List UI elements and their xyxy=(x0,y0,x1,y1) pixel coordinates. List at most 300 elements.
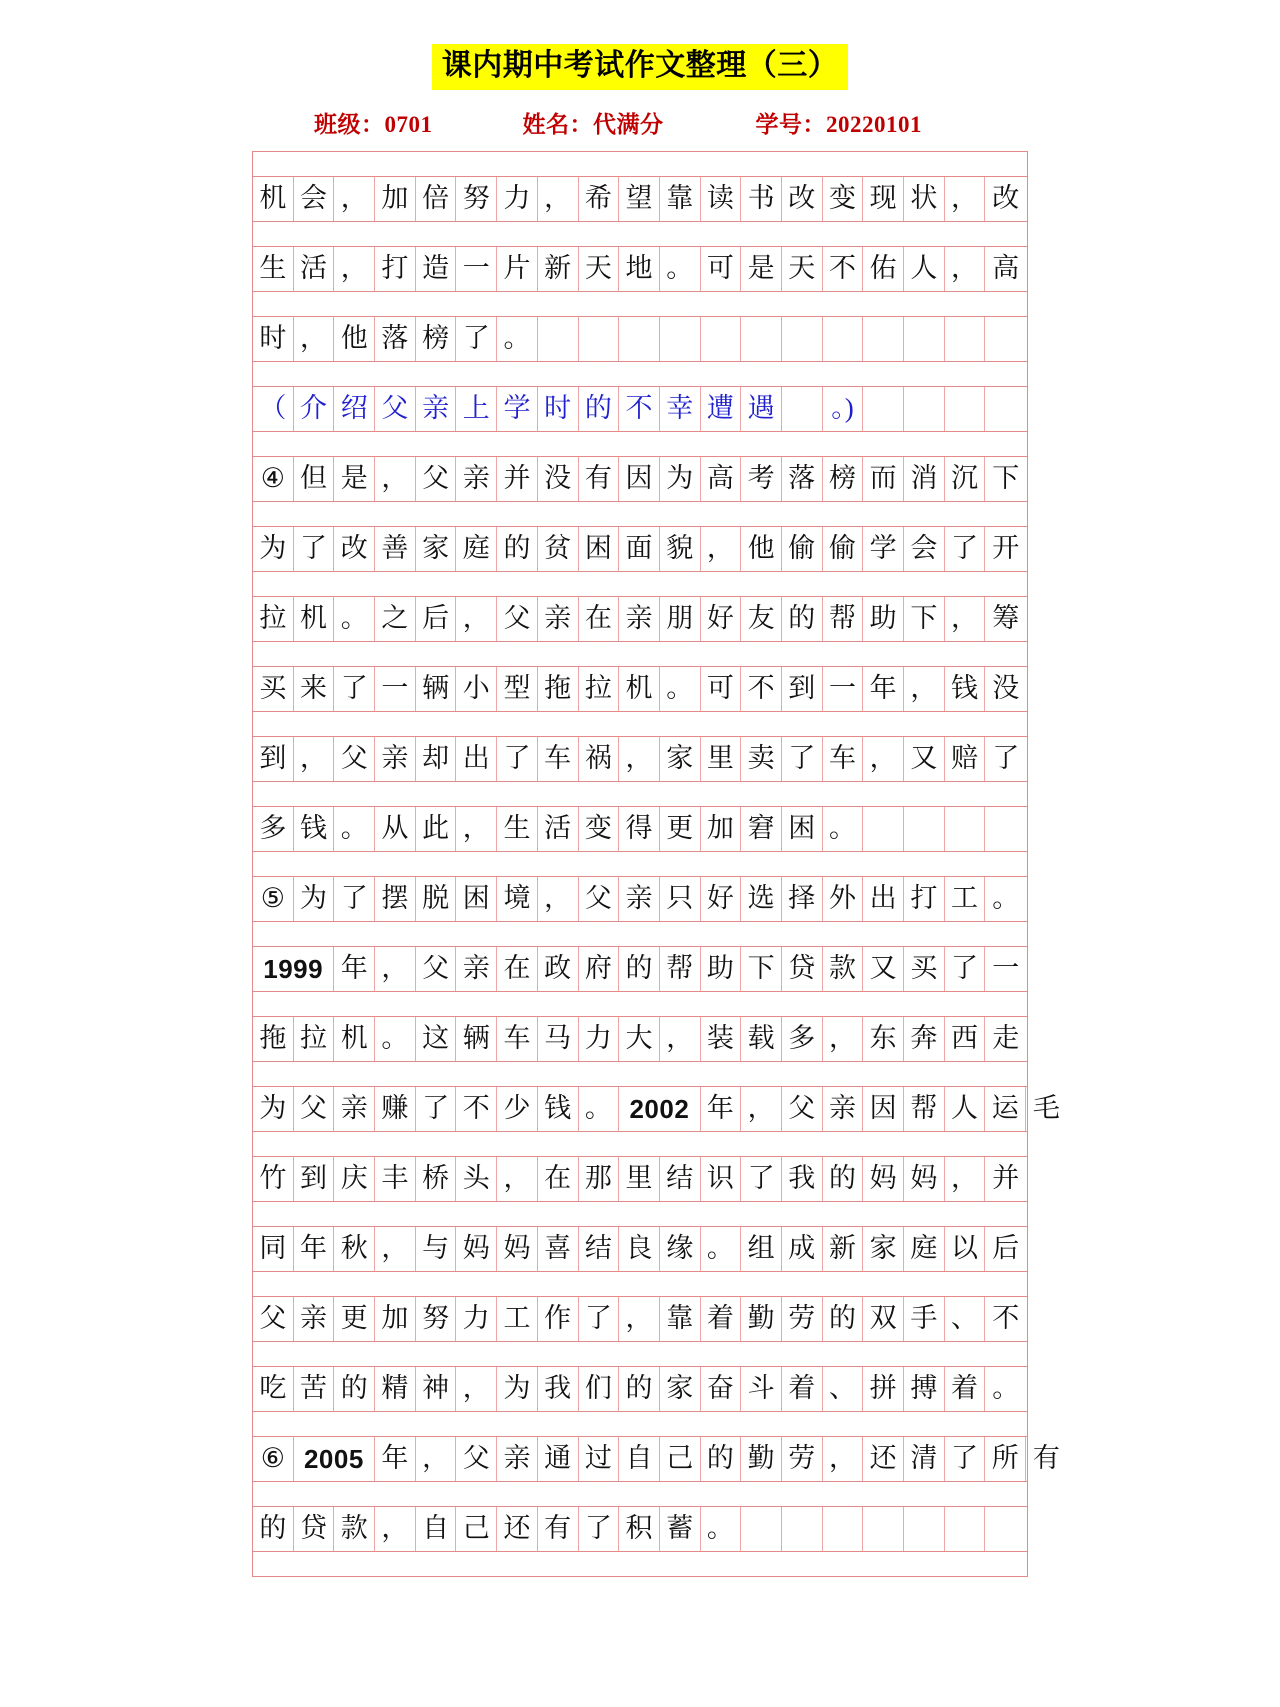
grid-cell[interactable]: 绍 xyxy=(334,387,375,431)
grid-cell[interactable]: 妈 xyxy=(456,1227,497,1271)
grid-cell[interactable]: 了 xyxy=(741,1157,782,1201)
grid-cell[interactable]: 款 xyxy=(823,947,864,991)
grid-cell[interactable]: 筹 xyxy=(992,603,1020,634)
grid-cell[interactable]: 拖 xyxy=(538,667,579,711)
grid-cell[interactable]: 车 xyxy=(538,737,579,781)
grid-cell-year[interactable]: 2005 xyxy=(294,1437,375,1481)
grid-cell[interactable]: 家 xyxy=(863,1227,904,1271)
grid-cell[interactable]: 帮 xyxy=(823,597,864,641)
grid-cell[interactable]: 高 xyxy=(992,253,1020,284)
grid-cell[interactable]: 奔 xyxy=(904,1017,945,1061)
grid-cell[interactable]: 机 xyxy=(294,597,335,641)
grid-cell[interactable]: 小 xyxy=(456,667,497,711)
grid-cell[interactable]: 可 xyxy=(701,667,742,711)
grid-cell[interactable]: 还 xyxy=(497,1507,538,1551)
grid-cell[interactable]: ， xyxy=(538,177,579,221)
grid-cell[interactable]: 亲 xyxy=(823,1087,864,1131)
grid-cell[interactable]: 现 xyxy=(863,177,904,221)
grid-cell[interactable]: 为 xyxy=(660,457,701,501)
grid-cell[interactable]: ， xyxy=(294,737,335,781)
grid-cell[interactable]: 拉 xyxy=(579,667,620,711)
grid-cell[interactable]: 型 xyxy=(497,667,538,711)
grid-cell[interactable]: 上 xyxy=(456,387,497,431)
grid-cell[interactable]: 望 xyxy=(619,177,660,221)
grid-cell[interactable]: 天 xyxy=(782,247,823,291)
grid-cell[interactable]: 我 xyxy=(782,1157,823,1201)
grid-cell[interactable]: 以 xyxy=(945,1227,986,1271)
grid-cell[interactable]: 精 xyxy=(375,1367,416,1411)
grid-cell[interactable]: 赚 xyxy=(375,1087,416,1131)
grid-cell[interactable]: 片 xyxy=(497,247,538,291)
grid-cell-empty[interactable] xyxy=(985,387,1026,431)
grid-cell[interactable]: 为 xyxy=(497,1367,538,1411)
grid-cell[interactable]: 通 xyxy=(538,1437,579,1481)
grid-cell[interactable]: 了 xyxy=(992,743,1020,774)
grid-cell[interactable]: 亲 xyxy=(619,877,660,921)
grid-cell-empty[interactable] xyxy=(538,317,579,361)
grid-cell[interactable]: 竹 xyxy=(253,1157,294,1201)
grid-cell[interactable]: 买 xyxy=(253,667,294,711)
grid-cell[interactable]: ， xyxy=(701,527,742,571)
grid-cell[interactable]: 变 xyxy=(579,807,620,851)
grid-cell[interactable]: ④ xyxy=(253,457,294,501)
grid-cell[interactable]: 祸 xyxy=(579,737,620,781)
grid-cell[interactable]: 缘 xyxy=(660,1227,701,1271)
grid-cell[interactable]: 时 xyxy=(538,387,579,431)
grid-cell[interactable]: 了 xyxy=(334,877,375,921)
grid-cell[interactable]: 良 xyxy=(619,1227,660,1271)
grid-cell[interactable]: ， xyxy=(619,1297,660,1341)
grid-cell[interactable]: 好 xyxy=(701,877,742,921)
grid-cell[interactable]: 载 xyxy=(741,1017,782,1061)
grid-cell[interactable]: ， xyxy=(456,597,497,641)
grid-cell[interactable]: 改 xyxy=(334,527,375,571)
grid-cell[interactable]: 马 xyxy=(538,1017,579,1061)
grid-cell[interactable]: 亲 xyxy=(497,1437,538,1481)
grid-cell[interactable]: ， xyxy=(823,1017,864,1061)
grid-cell[interactable]: 亲 xyxy=(416,387,457,431)
grid-cell[interactable]: 着 xyxy=(782,1367,823,1411)
grid-cell[interactable]: 到 xyxy=(294,1157,335,1201)
grid-cell[interactable]: 出 xyxy=(456,737,497,781)
grid-cell[interactable]: 父 xyxy=(497,597,538,641)
grid-cell[interactable]: 选 xyxy=(741,877,782,921)
grid-cell[interactable]: 亲 xyxy=(375,737,416,781)
grid-cell-empty[interactable] xyxy=(619,317,660,361)
grid-cell[interactable]: 不 xyxy=(992,1303,1020,1334)
grid-cell[interactable]: 亲 xyxy=(294,1297,335,1341)
grid-cell[interactable]: 庭 xyxy=(904,1227,945,1271)
grid-cell[interactable]: 神 xyxy=(416,1367,457,1411)
grid-cell[interactable]: 更 xyxy=(660,807,701,851)
grid-cell[interactable]: ， xyxy=(334,177,375,221)
grid-cell[interactable]: 那 xyxy=(579,1157,620,1201)
grid-cell[interactable]: 到 xyxy=(253,737,294,781)
grid-cell[interactable]: 的 xyxy=(823,1157,864,1201)
grid-cell[interactable]: 车 xyxy=(497,1017,538,1061)
grid-cell[interactable]: 机 xyxy=(253,177,294,221)
grid-cell[interactable]: 的 xyxy=(782,597,823,641)
grid-cell[interactable]: ， xyxy=(904,667,945,711)
grid-cell[interactable]: 从 xyxy=(375,807,416,851)
grid-cell[interactable]: 勤 xyxy=(741,1437,782,1481)
grid-cell-empty[interactable] xyxy=(904,807,945,851)
grid-cell[interactable]: 打 xyxy=(904,877,945,921)
grid-cell[interactable]: 。 xyxy=(334,807,375,851)
grid-cell[interactable]: 的 xyxy=(579,387,620,431)
grid-cell[interactable]: ， xyxy=(538,877,579,921)
grid-cell[interactable]: 亲 xyxy=(334,1087,375,1131)
grid-cell[interactable]: 买 xyxy=(904,947,945,991)
grid-cell[interactable]: 生 xyxy=(497,807,538,851)
grid-cell[interactable]: 了 xyxy=(334,667,375,711)
grid-cell[interactable]: 靠 xyxy=(660,177,701,221)
grid-cell[interactable]: ， xyxy=(456,807,497,851)
grid-cell[interactable]: 困 xyxy=(456,877,497,921)
grid-cell[interactable]: ， xyxy=(497,1157,538,1201)
grid-cell[interactable]: 己 xyxy=(456,1507,497,1551)
grid-cell[interactable]: 生 xyxy=(253,247,294,291)
grid-cell[interactable]: 。 xyxy=(701,1507,742,1551)
grid-cell[interactable]: 、 xyxy=(945,1297,986,1341)
grid-cell[interactable]: 庆 xyxy=(334,1157,375,1201)
grid-cell[interactable]: 考 xyxy=(741,457,782,501)
grid-cell[interactable]: 自 xyxy=(619,1437,660,1481)
grid-cell[interactable]: 劳 xyxy=(782,1297,823,1341)
grid-cell-empty[interactable] xyxy=(741,317,782,361)
grid-cell[interactable]: 天 xyxy=(579,247,620,291)
grid-cell[interactable]: ， xyxy=(945,247,986,291)
grid-cell-marker[interactable]: ⑥ xyxy=(253,1437,294,1481)
grid-cell[interactable]: 里 xyxy=(701,737,742,781)
grid-cell[interactable]: ， xyxy=(823,1437,864,1481)
grid-cell[interactable]: 积 xyxy=(619,1507,660,1551)
grid-cell[interactable]: 加 xyxy=(375,1297,416,1341)
grid-cell[interactable]: 了 xyxy=(579,1297,620,1341)
grid-cell[interactable]: 钱 xyxy=(294,807,335,851)
grid-cell[interactable]: 亲 xyxy=(538,597,579,641)
grid-cell[interactable]: 的 xyxy=(619,947,660,991)
grid-cell-empty[interactable] xyxy=(782,317,823,361)
grid-cell[interactable]: 不 xyxy=(823,247,864,291)
grid-cell[interactable]: 学 xyxy=(497,387,538,431)
grid-cell[interactable]: 为 xyxy=(253,1087,294,1131)
grid-cell[interactable]: 父 xyxy=(334,737,375,781)
grid-cell[interactable]: 的 xyxy=(823,1297,864,1341)
grid-cell[interactable]: 落 xyxy=(375,317,416,361)
grid-cell[interactable]: 钱 xyxy=(538,1087,579,1131)
grid-cell[interactable]: 。 xyxy=(375,1017,416,1061)
grid-cell[interactable]: 家 xyxy=(416,527,457,571)
grid-cell[interactable]: 父 xyxy=(375,387,416,431)
grid-cell[interactable]: 拖 xyxy=(253,1017,294,1061)
grid-cell[interactable]: 困 xyxy=(579,527,620,571)
grid-cell[interactable]: 年 xyxy=(375,1437,416,1481)
grid-cell[interactable]: （ xyxy=(253,387,294,431)
grid-cell-empty[interactable] xyxy=(945,387,986,431)
grid-cell[interactable]: 榜 xyxy=(823,457,864,501)
grid-cell[interactable]: 年 xyxy=(294,1227,335,1271)
grid-cell-empty[interactable] xyxy=(741,1507,782,1551)
grid-cell[interactable]: 拉 xyxy=(294,1017,335,1061)
grid-cell[interactable]: 贷 xyxy=(294,1507,335,1551)
grid-cell[interactable]: 境 xyxy=(497,877,538,921)
grid-cell[interactable]: 的 xyxy=(497,527,538,571)
grid-cell[interactable]: 一 xyxy=(456,247,497,291)
grid-cell[interactable]: 没 xyxy=(992,673,1020,704)
grid-cell-empty[interactable] xyxy=(904,1507,945,1551)
grid-cell[interactable]: 帮 xyxy=(904,1087,945,1131)
grid-cell[interactable]: 善 xyxy=(375,527,416,571)
grid-cell-empty[interactable] xyxy=(660,317,701,361)
grid-cell[interactable]: 。 xyxy=(992,883,1020,914)
grid-cell[interactable]: 里 xyxy=(619,1157,660,1201)
grid-cell[interactable]: 力 xyxy=(579,1017,620,1061)
grid-cell[interactable]: 父 xyxy=(782,1087,823,1131)
grid-cell[interactable]: 状 xyxy=(904,177,945,221)
grid-cell[interactable]: 改 xyxy=(782,177,823,221)
grid-cell[interactable]: 。) xyxy=(823,387,864,431)
grid-cell-empty[interactable] xyxy=(985,1507,1026,1551)
grid-cell[interactable]: 庭 xyxy=(456,527,497,571)
grid-cell[interactable]: 后 xyxy=(416,597,457,641)
grid-cell[interactable]: 改 xyxy=(992,183,1020,214)
grid-cell[interactable]: 择 xyxy=(782,877,823,921)
grid-cell[interactable]: 面 xyxy=(619,527,660,571)
grid-cell-empty[interactable] xyxy=(945,317,986,361)
grid-cell[interactable]: 遇 xyxy=(741,387,782,431)
grid-cell[interactable]: 作 xyxy=(538,1297,579,1341)
grid-cell[interactable]: 下 xyxy=(904,597,945,641)
grid-cell[interactable]: 之 xyxy=(375,597,416,641)
grid-cell[interactable]: 勤 xyxy=(741,1297,782,1341)
grid-cell[interactable]: 有 xyxy=(1032,1443,1060,1474)
grid-cell[interactable]: 劳 xyxy=(782,1437,823,1481)
grid-cell[interactable]: 得 xyxy=(619,807,660,851)
grid-cell[interactable]: 年 xyxy=(701,1087,742,1131)
grid-cell[interactable]: 。 xyxy=(660,247,701,291)
grid-cell[interactable]: 帮 xyxy=(660,947,701,991)
grid-cell[interactable]: 丰 xyxy=(375,1157,416,1201)
grid-cell[interactable]: 了 xyxy=(294,527,335,571)
grid-cell-empty[interactable] xyxy=(904,317,945,361)
grid-cell-empty[interactable] xyxy=(782,387,823,431)
grid-cell[interactable]: ， xyxy=(375,1507,416,1551)
grid-cell[interactable]: 又 xyxy=(904,737,945,781)
grid-cell[interactable]: 头 xyxy=(456,1157,497,1201)
grid-cell[interactable]: 机 xyxy=(334,1017,375,1061)
grid-cell[interactable]: 一 xyxy=(375,667,416,711)
grid-cell-empty[interactable] xyxy=(863,1507,904,1551)
grid-cell[interactable]: 他 xyxy=(741,527,782,571)
grid-cell[interactable]: 辆 xyxy=(456,1017,497,1061)
grid-cell[interactable]: 学 xyxy=(863,527,904,571)
grid-cell[interactable]: 喜 xyxy=(538,1227,579,1271)
grid-cell[interactable]: 了 xyxy=(497,737,538,781)
grid-cell[interactable]: 机 xyxy=(619,667,660,711)
grid-cell[interactable]: 奋 xyxy=(701,1367,742,1411)
grid-cell[interactable]: 。 xyxy=(334,597,375,641)
grid-cell[interactable]: 府 xyxy=(579,947,620,991)
grid-cell[interactable]: 双 xyxy=(863,1297,904,1341)
grid-cell[interactable]: 辆 xyxy=(416,667,457,711)
grid-cell[interactable]: 不 xyxy=(619,387,660,431)
grid-cell[interactable]: 毛 xyxy=(1032,1093,1060,1124)
grid-cell[interactable]: 后 xyxy=(992,1233,1020,1264)
grid-cell[interactable]: 拼 xyxy=(863,1367,904,1411)
grid-cell[interactable]: 消 xyxy=(904,457,945,501)
grid-cell[interactable]: 己 xyxy=(660,1437,701,1481)
grid-cell[interactable]: ， xyxy=(375,457,416,501)
grid-cell[interactable]: 工 xyxy=(497,1297,538,1341)
grid-cell-empty[interactable] xyxy=(701,317,742,361)
grid-cell[interactable]: 幸 xyxy=(660,387,701,431)
grid-cell[interactable]: 们 xyxy=(579,1367,620,1411)
grid-cell[interactable]: 会 xyxy=(904,527,945,571)
grid-cell[interactable]: ， xyxy=(456,1367,497,1411)
grid-cell[interactable]: 亲 xyxy=(456,457,497,501)
grid-cell[interactable]: 父 xyxy=(253,1297,294,1341)
grid-cell[interactable]: 的 xyxy=(619,1367,660,1411)
grid-cell[interactable]: 组 xyxy=(741,1227,782,1271)
grid-cell[interactable]: 苦 xyxy=(294,1367,335,1411)
grid-cell[interactable]: 了 xyxy=(782,737,823,781)
grid-cell[interactable]: 有 xyxy=(579,457,620,501)
grid-cell[interactable]: 造 xyxy=(416,247,457,291)
grid-cell[interactable]: 。 xyxy=(579,1087,620,1131)
grid-cell[interactable]: 好 xyxy=(701,597,742,641)
grid-cell[interactable]: 不 xyxy=(456,1087,497,1131)
grid-cell-empty[interactable] xyxy=(579,317,620,361)
grid-cell[interactable]: 了 xyxy=(945,1437,986,1481)
grid-cell[interactable]: 贫 xyxy=(538,527,579,571)
grid-cell[interactable]: 父 xyxy=(294,1087,335,1131)
grid-cell[interactable]: 因 xyxy=(863,1087,904,1131)
grid-cell[interactable]: 多 xyxy=(253,807,294,851)
grid-cell[interactable]: 靠 xyxy=(660,1297,701,1341)
grid-cell[interactable]: 却 xyxy=(416,737,457,781)
grid-cell[interactable]: ， xyxy=(945,177,986,221)
grid-cell[interactable]: 朋 xyxy=(660,597,701,641)
grid-cell[interactable]: 友 xyxy=(741,597,782,641)
grid-cell[interactable]: 人 xyxy=(945,1087,986,1131)
grid-cell[interactable]: 。 xyxy=(992,1373,1020,1404)
grid-cell[interactable]: 此 xyxy=(416,807,457,851)
grid-cell[interactable]: 赔 xyxy=(945,737,986,781)
grid-cell[interactable]: 因 xyxy=(619,457,660,501)
grid-cell[interactable]: 为 xyxy=(253,527,294,571)
grid-cell[interactable]: 。 xyxy=(701,1227,742,1271)
grid-cell[interactable]: 是 xyxy=(334,457,375,501)
grid-cell[interactable]: 有 xyxy=(538,1507,579,1551)
grid-cell[interactable]: 装 xyxy=(701,1017,742,1061)
grid-cell[interactable]: 时 xyxy=(253,317,294,361)
grid-cell[interactable]: 我 xyxy=(538,1367,579,1411)
grid-cell[interactable]: 助 xyxy=(701,947,742,991)
grid-cell[interactable]: 清 xyxy=(904,1437,945,1481)
grid-cell-empty[interactable] xyxy=(904,387,945,431)
grid-cell[interactable]: 年 xyxy=(863,667,904,711)
grid-cell[interactable]: ， xyxy=(334,247,375,291)
grid-cell-empty[interactable] xyxy=(945,1507,986,1551)
grid-cell[interactable]: 所 xyxy=(985,1437,1026,1481)
grid-cell-empty[interactable] xyxy=(945,807,986,851)
grid-cell[interactable]: 介 xyxy=(294,387,335,431)
grid-cell[interactable]: 、 xyxy=(823,1367,864,1411)
grid-cell[interactable]: 努 xyxy=(456,177,497,221)
grid-cell[interactable]: 没 xyxy=(538,457,579,501)
grid-cell-empty[interactable] xyxy=(782,1507,823,1551)
grid-cell[interactable]: 识 xyxy=(701,1157,742,1201)
grid-cell[interactable]: 了 xyxy=(416,1087,457,1131)
grid-cell[interactable]: 而 xyxy=(863,457,904,501)
grid-cell[interactable]: 读 xyxy=(701,177,742,221)
grid-cell[interactable]: 运 xyxy=(985,1087,1026,1131)
grid-cell[interactable]: 倍 xyxy=(416,177,457,221)
grid-cell[interactable]: 走 xyxy=(992,1023,1020,1054)
grid-cell[interactable]: ， xyxy=(416,1437,457,1481)
grid-cell[interactable]: 大 xyxy=(619,1017,660,1061)
grid-cell[interactable]: 脱 xyxy=(416,877,457,921)
grid-cell[interactable]: 的 xyxy=(701,1437,742,1481)
grid-cell[interactable]: 还 xyxy=(863,1437,904,1481)
grid-cell[interactable]: 同 xyxy=(253,1227,294,1271)
grid-cell[interactable]: 。 xyxy=(497,317,538,361)
grid-cell[interactable]: ， xyxy=(863,737,904,781)
grid-cell[interactable]: 偷 xyxy=(782,527,823,571)
grid-cell[interactable]: 少 xyxy=(497,1087,538,1131)
grid-cell[interactable]: 的 xyxy=(253,1507,294,1551)
grid-cell[interactable]: 新 xyxy=(538,247,579,291)
grid-cell[interactable]: ， xyxy=(660,1017,701,1061)
grid-cell[interactable]: 更 xyxy=(334,1297,375,1341)
grid-cell[interactable]: ， xyxy=(375,947,416,991)
grid-cell[interactable]: 为 xyxy=(294,877,335,921)
grid-cell[interactable]: 桥 xyxy=(416,1157,457,1201)
grid-cell[interactable]: 并 xyxy=(992,1163,1020,1194)
grid-cell[interactable]: 高 xyxy=(701,457,742,501)
grid-cell[interactable]: 着 xyxy=(701,1297,742,1341)
grid-cell[interactable]: 妈 xyxy=(497,1227,538,1271)
grid-cell[interactable]: 在 xyxy=(497,947,538,991)
grid-cell[interactable]: 人 xyxy=(904,247,945,291)
grid-cell[interactable]: 落 xyxy=(782,457,823,501)
grid-cell[interactable]: 妈 xyxy=(863,1157,904,1201)
grid-cell[interactable]: 但 xyxy=(294,457,335,501)
grid-cell[interactable]: 下 xyxy=(992,463,1020,494)
grid-cell[interactable]: 偷 xyxy=(823,527,864,571)
grid-cell[interactable]: ⑤ xyxy=(253,877,294,921)
grid-cell[interactable]: ， xyxy=(619,737,660,781)
grid-cell[interactable]: 。 xyxy=(660,667,701,711)
grid-cell[interactable]: 榜 xyxy=(416,317,457,361)
grid-cell-year[interactable]: 2002 xyxy=(619,1087,700,1131)
grid-cell[interactable]: 书 xyxy=(741,177,782,221)
grid-cell[interactable]: 斗 xyxy=(741,1367,782,1411)
grid-cell[interactable]: 了 xyxy=(945,527,986,571)
grid-cell[interactable]: 出 xyxy=(863,877,904,921)
grid-cell-empty[interactable] xyxy=(985,807,1026,851)
grid-cell[interactable]: 地 xyxy=(619,247,660,291)
grid-cell[interactable]: 东 xyxy=(863,1017,904,1061)
grid-cell[interactable]: 家 xyxy=(660,1367,701,1411)
grid-cell[interactable]: 西 xyxy=(945,1017,986,1061)
grid-cell[interactable]: 的 xyxy=(334,1367,375,1411)
grid-cell[interactable]: 这 xyxy=(416,1017,457,1061)
grid-cell[interactable]: 到 xyxy=(782,667,823,711)
grid-cell[interactable]: 沉 xyxy=(945,457,986,501)
grid-cell[interactable]: 并 xyxy=(497,457,538,501)
